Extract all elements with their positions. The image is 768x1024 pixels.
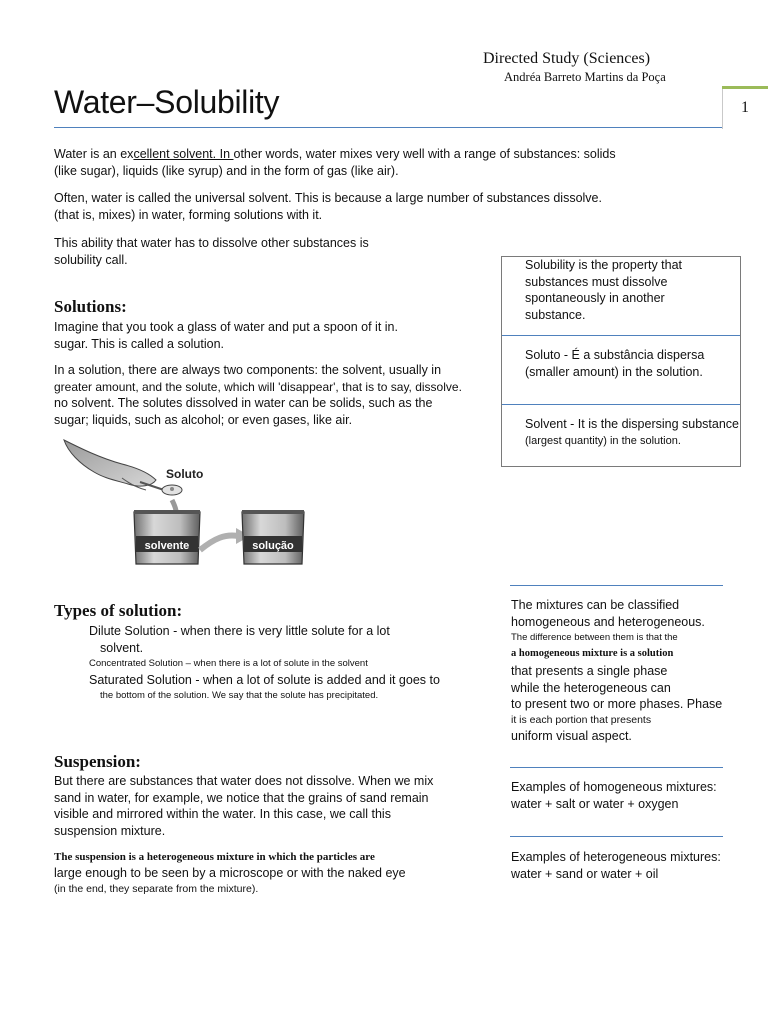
examples-homogeneous (511, 779, 717, 812)
types-item2: Concentrated Solution – when there is a lot of solute in the solvent (89, 658, 368, 669)
intro-p1-line1 (54, 146, 616, 163)
solutions-p1-line2: sugar. This is called a solution. (54, 336, 225, 351)
solvent-line1: Solvent - It is the dispersing substance (525, 417, 740, 431)
title-divider (54, 127, 722, 128)
definition-solubility (525, 257, 682, 323)
types-item1-line1: Dilute Solution - when there is very little solute for a lot (89, 624, 390, 638)
types-item1-line2: solvent. (100, 640, 144, 655)
course-title: Directed Study (Sciences) (483, 50, 651, 67)
heterogeneous-line2: water + sand or water + oil (511, 866, 659, 881)
solucao-label: solução (252, 540, 294, 552)
definition-soluto (525, 347, 704, 380)
solubility-line1: Solubility is the property that (525, 258, 683, 272)
suspension-p2-line1: The suspension is a heterogeneous mixture in which the particles are (54, 851, 375, 863)
intro-p2-line1: Often, water is called the universal solvent. This is because a large number of substances dissolve. (54, 191, 602, 205)
soluto-label: Soluto (166, 467, 204, 481)
solutions-p2-line1: In a solution, there are always two components: the solvent, usually in (54, 363, 442, 377)
mixtures-line2: homogeneous and heterogeneous. (511, 614, 705, 629)
intro-p2-line2: (that is, mixes) in water, forming solutions with it. (54, 207, 323, 222)
suspension-paragraph-2 (54, 849, 406, 897)
soluto-line1: Soluto - É a substância dispersa (525, 348, 705, 362)
mixtures-line8: it is each portion that presents (511, 713, 652, 726)
intro-p3-line2: solubility call. (54, 252, 128, 267)
suspension-heading: Suspension: (54, 752, 141, 771)
intro-paragraph-1 (54, 146, 616, 179)
homogeneous-line2: water + salt or water + oxygen (511, 796, 679, 811)
solutions-p2-line4: sugar; liquids, such as alcohol; or even gases, like air. (54, 412, 353, 427)
mixtures-line7: to present two or more phases. Phase (511, 697, 723, 711)
intro-p1-after: other words, water mixes very well with a range of substances: solids (233, 147, 616, 161)
solutions-p1-line1: Imagine that you took a glass of water and put a spoon of it in. (54, 320, 398, 334)
suspension-p1-line1: But there are substances that water does not dissolve. When we mix (54, 774, 434, 788)
mixtures-line1: The mixtures can be classified (511, 598, 680, 612)
intro-p3-line1: This ability that water has to dissolve other substances is (54, 236, 369, 250)
suspension-p2-line2: large enough to be seen by a microscope or with the naked eye (54, 866, 406, 880)
solutions-paragraph-2 (54, 362, 462, 428)
intro-p1-underlined: cellent solvent. In (133, 147, 234, 161)
types-list (78, 623, 440, 702)
solubility-line4: substance. (525, 307, 586, 322)
soluto-line2: (smaller amount) in the solution. (525, 364, 703, 379)
solvente-label: solvente (144, 540, 190, 552)
solutions-p2-line3: no solvent. The solutes dissolved in water can be solids, such as the (54, 396, 433, 410)
solutions-heading: Solutions: (54, 297, 127, 316)
suspension-p1-line4: suspension mixture. (54, 823, 166, 838)
suspension-p2-line3: (in the end, they separate from the mixture). (54, 882, 259, 895)
types-heading: Types of solution: (54, 601, 183, 620)
homogeneous-line1: Examples of homogeneous mixtures: (511, 780, 717, 794)
examples-homogeneous-rule (510, 767, 723, 768)
mixtures-top-rule (510, 585, 723, 586)
examples-heterogeneous-rule (510, 836, 723, 837)
suspension-paragraph-1 (54, 773, 433, 839)
heterogeneous-line1: Examples of heterogeneous mixtures: (511, 850, 721, 864)
mixtures-line6: while the heterogeneous can (511, 680, 671, 695)
types-item-concentrated (78, 656, 440, 672)
definitions-divider-2 (502, 404, 740, 405)
curved-arrow-icon (200, 536, 238, 550)
suspension-p1-line2: sand in water, for example, we notice that the grains of sand remain (54, 790, 429, 805)
solubility-line2: substances must dissolve (525, 274, 668, 289)
beaker-solvent-icon (134, 510, 200, 564)
intro-paragraph-2 (54, 190, 602, 223)
definitions-divider-1 (502, 335, 740, 336)
page-number: 1 (741, 99, 749, 116)
mixtures-line5: that presents a single phase (511, 664, 668, 678)
spoon-icon (140, 482, 182, 495)
types-item3-line2: the bottom of the solution. We say that the solute has precipitated. (100, 689, 379, 701)
intro-p1-line2: (like sugar), liquids (like syrup) and in the form of gas (like air). (54, 163, 399, 178)
mixtures-line4: a homogeneous mixture is a solution (511, 648, 674, 659)
author-name: Andréa Barreto Martins da Poça (504, 70, 666, 84)
solvent-line2: (largest quantity) in the solution. (525, 434, 681, 447)
definitions-box (501, 256, 741, 467)
solutions-p2-line2: greater amount, and the solute, which will 'disappear', that is to say, dissolve. (54, 379, 462, 394)
mixtures-explanation (511, 597, 722, 744)
mixtures-line3: The difference between them is that the (511, 632, 678, 643)
types-item-saturated (78, 672, 440, 689)
solution-illustration (60, 438, 310, 570)
mixtures-line9: uniform visual aspect. (511, 728, 632, 743)
types-item3-line1: Saturated Solution - when a lot of solute is added and it goes to (89, 673, 440, 687)
examples-heterogeneous (511, 849, 721, 882)
solubility-line3: spontaneously in another (525, 291, 665, 305)
page-title: Water–Solubility (54, 84, 280, 120)
intro-p1-before: Water is an ex (54, 147, 134, 161)
definition-solvent (525, 416, 739, 449)
suspension-p1-line3: visible and mirrored within the water. In this case, we call this (54, 807, 391, 821)
intro-paragraph-3 (54, 235, 369, 268)
beaker-solution-icon (242, 510, 304, 564)
types-item-dilute (78, 623, 440, 640)
solutions-paragraph-1 (54, 319, 398, 352)
